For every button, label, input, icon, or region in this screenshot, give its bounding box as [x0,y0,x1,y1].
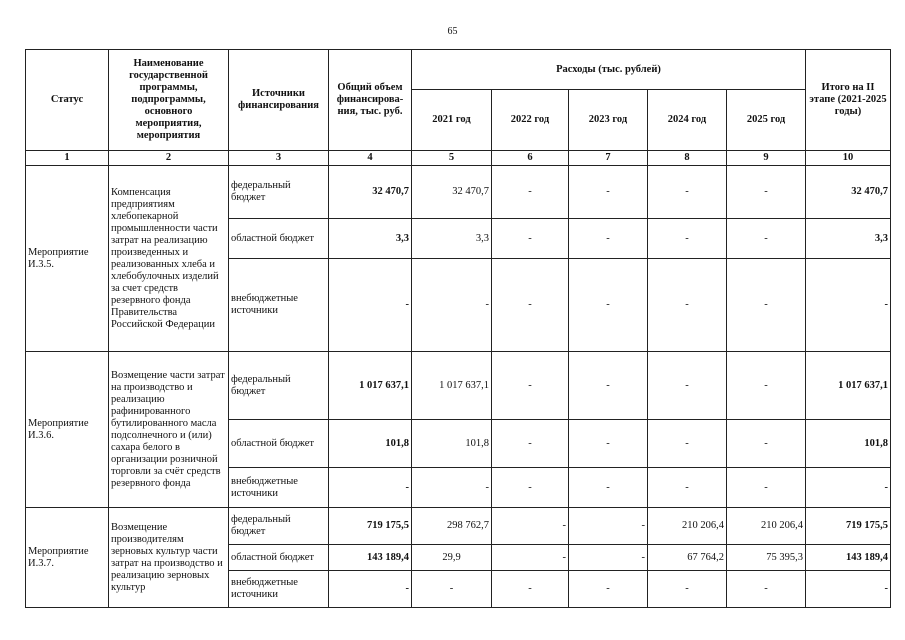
header-name: Наименование государственной программы, подпрограммы, основного мероприятия, мероприятия [109,50,229,151]
source-cell: федеральный бюджет [229,166,329,219]
header-expenses: Расходы (тыс. рублей) [412,50,806,90]
header-year-2021: 2021 год [412,90,492,151]
column-number: 6 [492,151,569,166]
year-2024-cell: 210 206,4 [648,508,727,545]
header-stage-total: Итого на II этапе (2021-2025 годы) [806,50,891,151]
total-cell: - [329,259,412,352]
source-cell: внебюджетные источники [229,468,329,508]
table-row [26,166,891,219]
column-number: 8 [648,151,727,166]
year-2023-cell: - [569,468,648,508]
source-cell: федеральный бюджет [229,508,329,545]
year-2021-cell: 298 762,7 [412,508,492,545]
year-2021-cell: 1 017 637,1 [412,352,492,420]
budget-table [25,49,891,608]
year-2024-cell: - [648,571,727,608]
stage-total-cell: 719 175,5 [806,508,891,545]
column-number: 3 [229,151,329,166]
status-cell: Мероприятие И.3.7. [26,508,109,608]
measure-name-cell: Компенсация предприятиям хлебопекарной промышленности части затрат на реализацию произведенных и реализованных хлеба и хлебобулочных изделий за счет средств резервного фонда Правительства Российской Федерации [109,166,229,352]
stage-total-cell: 143 189,4 [806,545,891,571]
stage-total-cell: - [806,468,891,508]
column-number-row [26,151,891,166]
year-2023-cell: - [569,352,648,420]
year-2021-cell: 32 470,7 [412,166,492,219]
table-row [26,352,891,420]
header-source: Источники финансирования [229,50,329,151]
year-2021-cell: 29,9 [412,545,492,571]
total-cell: 1 017 637,1 [329,352,412,420]
source-cell: внебюджетные источники [229,259,329,352]
year-2023-cell: - [569,508,648,545]
year-2022-cell: - [492,352,569,420]
stage-total-cell: - [806,259,891,352]
source-cell: областной бюджет [229,545,329,571]
header-year-2022: 2022 год [492,90,569,151]
year-2022-cell: - [492,571,569,608]
year-2025-cell: - [727,259,806,352]
total-cell: 3,3 [329,219,412,259]
source-cell: внебюджетные источники [229,571,329,608]
year-2022-cell: - [492,166,569,219]
year-2022-cell: - [492,468,569,508]
year-2025-cell: 75 395,3 [727,545,806,571]
header-status: Статус [26,50,109,151]
year-2023-cell: - [569,259,648,352]
header-year-2025: 2025 год [727,90,806,151]
year-2024-cell: - [648,219,727,259]
total-cell: 143 189,4 [329,545,412,571]
stage-total-cell: 32 470,7 [806,166,891,219]
source-cell: областной бюджет [229,219,329,259]
total-cell: - [329,468,412,508]
status-cell: Мероприятие И.3.5. [26,166,109,352]
column-number: 2 [109,151,229,166]
total-cell: 719 175,5 [329,508,412,545]
header-year-2023: 2023 год [569,90,648,151]
stage-total-cell: 3,3 [806,219,891,259]
year-2025-cell: - [727,468,806,508]
stage-total-cell: 101,8 [806,420,891,468]
column-number: 10 [806,151,891,166]
table-row [26,508,891,545]
stage-total-cell: 1 017 637,1 [806,352,891,420]
year-2025-cell: - [727,166,806,219]
status-cell: Мероприятие И.3.6. [26,352,109,508]
year-2024-cell: - [648,166,727,219]
year-2024-cell: - [648,468,727,508]
column-number: 1 [26,151,109,166]
year-2023-cell: - [569,219,648,259]
year-2023-cell: - [569,545,648,571]
year-2024-cell: 67 764,2 [648,545,727,571]
year-2023-cell: - [569,420,648,468]
year-2021-cell: - [412,259,492,352]
year-2021-cell: 101,8 [412,420,492,468]
year-2022-cell: - [492,545,569,571]
total-cell: 32 470,7 [329,166,412,219]
column-number: 7 [569,151,648,166]
year-2022-cell: - [492,420,569,468]
stage-total-cell: - [806,571,891,608]
column-number: 5 [412,151,492,166]
year-2022-cell: - [492,219,569,259]
header-year-2024: 2024 год [648,90,727,151]
year-2025-cell: - [727,352,806,420]
year-2025-cell: - [727,571,806,608]
year-2025-cell: 210 206,4 [727,508,806,545]
column-number: 4 [329,151,412,166]
source-cell: федеральный бюджет [229,352,329,420]
measure-name-cell: Возмещение производителям зерновых культур части затрат на производство и реализацию зерновых культур [109,508,229,608]
year-2021-cell: - [412,468,492,508]
year-2024-cell: - [648,420,727,468]
year-2022-cell: - [492,259,569,352]
year-2022-cell: - [492,508,569,545]
total-cell: - [329,571,412,608]
source-cell: областной бюджет [229,420,329,468]
header-total: Общий объем финансирова-ния, тыс. руб. [329,50,412,151]
year-2023-cell: - [569,166,648,219]
year-2024-cell: - [648,352,727,420]
year-2025-cell: - [727,219,806,259]
page-number: 65 [447,26,458,37]
measure-name-cell: Возмещение части затрат на производство и реализацию рафинированного бутилированного масла подсолнечного и (или) сахара белого в организации розничной торговли за счёт средств резервного фонда [109,352,229,508]
year-2021-cell: - [412,571,492,608]
column-number: 9 [727,151,806,166]
year-2024-cell: - [648,259,727,352]
year-2021-cell: 3,3 [412,219,492,259]
year-2023-cell: - [569,571,648,608]
total-cell: 101,8 [329,420,412,468]
year-2025-cell: - [727,420,806,468]
